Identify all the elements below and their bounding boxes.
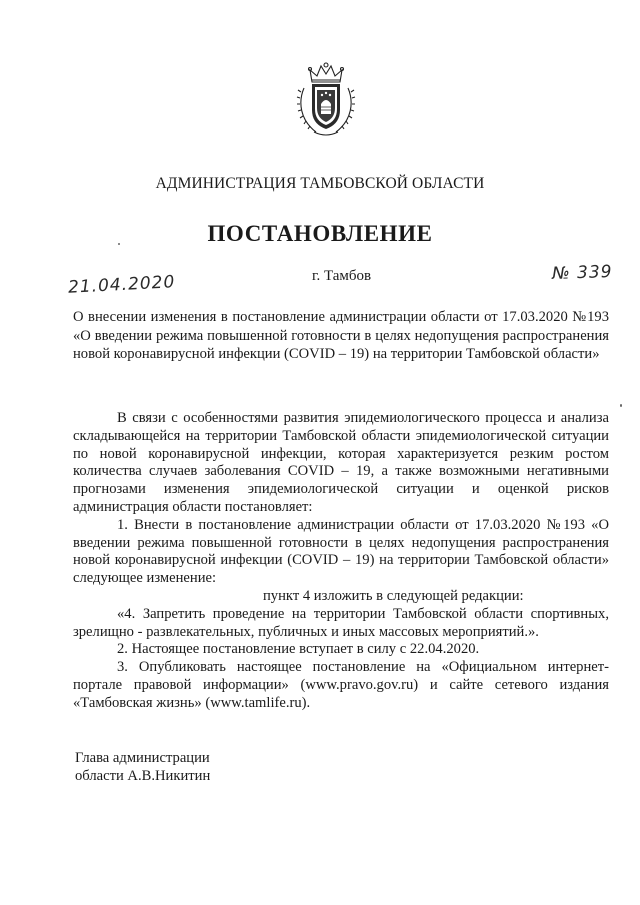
item-2-paragraph: 2. Настоящее постановление вступает в силу с 22.04.2020. [117,641,480,658]
document-date: 21.04.2020 [67,272,176,298]
item-3-paragraph: 3. Опубликовать настоящее постановление на «Официальном интернет-портале правовой информации» (www.pravo.gov.ru) и сайте сетевого издания «Тамбовская жизнь» (www.tamlife.ru). [73,659,609,711]
item-1-paragraph: 1. Внести в постановление администрации области от 17.03.2020 №193 «О введении режима повышенной готовности в целях недопущения распространения новой коронавирусной инфекции (COVID – 19) на территории Тамбовской области» следующее изменение: [73,516,609,587]
signature-position-line-2: области А.В.Никитин [75,767,211,784]
preamble-paragraph: В связи с особенностями развития эпидемиологического процесса и анализа складывающейся на территории Тамбовской области эпидемиологической ситуации по новой коронавирусной инфекции, которая характеризуется резким ростом количества случаев заболевания COVID – 19, а также возможными негативными прогнозами изменения эпидемиологической ситуации и оценкой рисков администрация области постановляет: [73,410,609,515]
scan-speck [620,404,622,407]
item-1-subparagraph: пункт 4 изложить в следующей редакции: [263,587,524,604]
scan-speck [118,243,120,245]
signature-position-line-1: Глава администрации [75,750,210,766]
item-1-quote-paragraph: «4. Запретить проведение на территории Тамбовской области спортивных, зрелищно - развлекательных, публичных и иных массовых мероприятий.». [73,605,609,640]
document-title: О внесении изменения в постановление администрации области от 17.03.2020 №193 «О введении режима повышенной готовности в целях недопущения распространения новой коронавирусной инфекции (COVID – 19) на территории Тамбовской области» [73,309,609,363]
coat-of-arms-emblem [296,62,356,138]
document-body [73,410,609,713]
document-number: № 339 [551,261,613,285]
organization-name: АДМИНИСТРАЦИЯ ТАМБОВСКОЙ ОБЛАСТИ [155,175,485,192]
signature-block [75,750,210,786]
document-city: г. Тамбов [312,268,372,284]
document-type-heading: ПОСТАНОВЛЕНИЕ [207,221,433,246]
